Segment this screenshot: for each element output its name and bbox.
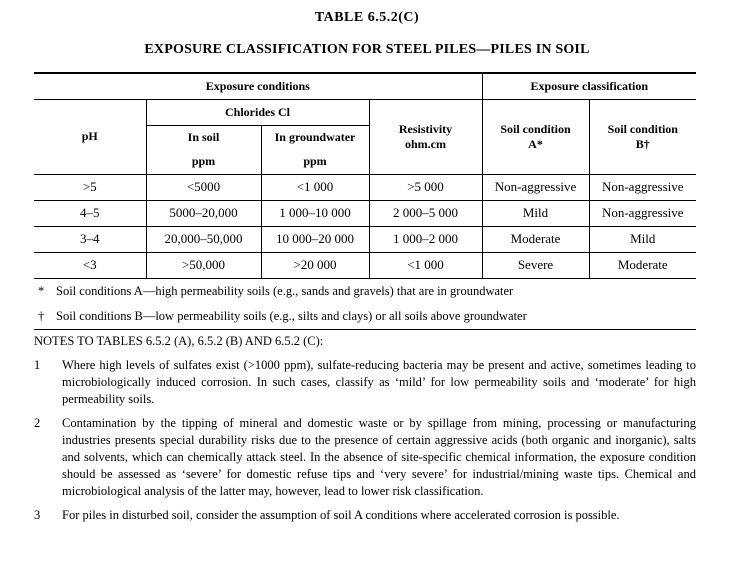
soil-b-label: Soil condition [607,121,678,136]
resistivity-cell: >5 000 [369,174,482,200]
in-soil-unit: ppm [146,149,261,174]
soil-b-cell: Non-aggressive [589,174,696,200]
notes-header: NOTES TO TABLES 6.5.2 (A), 6.5.2 (B) AND 6.5.2 (C): [34,334,324,348]
table-subtitle: EXPOSURE CLASSIFICATION FOR STEEL PILES—PILES IN SOIL [144,42,590,57]
ph-cell: 3–4 [34,226,146,252]
soil-condition-a-header [482,99,589,174]
table-row [34,252,696,278]
in-soil-cell: 20,000–50,000 [146,226,261,252]
soil-b-cell: Mild [589,226,696,252]
resistivity-cell: 1 000–2 000 [369,226,482,252]
in-soil-header: In soil [146,125,261,149]
footnote-text: Soil conditions A—high permeability soils (e.g., sands and gravels) that are in groundwater [56,283,514,298]
note-item [34,357,696,408]
in-groundwater-cell: >20 000 [261,252,369,278]
resistivity-cell: <1 000 [369,252,482,278]
note-item [34,415,696,500]
in-soil-cell: 5000–20,000 [146,200,261,226]
note-text: Contamination by the tipping of mineral and domestic waste or by spillage from mining, processing or manufacturing industries presents special durability risks due to the presence of certain aggressive acids (both organic and inorganic), salts and solvents, which can chemically attack steel. In the absence of site-specific chemical information, the exposure condition should be assessed as ‘severe’ for domestic refuse tips and ‘very severe’ for industrial/mining waste tips. Chemical and microbiological analysis of the latter may, however, lead to lower risk classification. [62,416,696,498]
soil-a-cell: Non-aggressive [482,174,589,200]
soil-condition-b-header [589,99,696,174]
exposure-table [34,72,696,330]
resistivity-cell: 2 000–5 000 [369,200,482,226]
in-groundwater-unit: ppm [261,149,369,174]
in-soil-cell: <5000 [146,174,261,200]
ph-header: pH [34,99,146,174]
note-number: 3 [34,508,41,522]
note-item [34,507,696,524]
table-row [34,226,696,252]
soil-a-label: Soil condition [500,121,571,136]
exposure-classification-header: Exposure classification [482,73,696,99]
note-number: 1 [34,358,41,372]
exposure-conditions-header: Exposure conditions [34,73,482,99]
soil-a-cell: Severe [482,252,589,278]
in-groundwater-header: In groundwater [261,125,369,149]
in-groundwater-cell: 1 000–10 000 [261,200,369,226]
note-number: 2 [34,416,41,430]
soil-a-mark: A* [528,136,543,151]
in-groundwater-cell: 10 000–20 000 [261,226,369,252]
note-text: Where high levels of sulfates exist (>1000 ppm), sulfate-reducing bacteria may be present and active, sometimes leading to microbiologically induced corrosion. In such cases, classify as ‘mild’ for low permeability soils and ‘moderate’ for high permeability soils. [62,358,696,406]
footnote-a [34,278,696,304]
footnote-symbol: * [38,283,45,298]
ph-cell: 4–5 [34,200,146,226]
note-text: For piles in disturbed soil, consider the assumption of soil A conditions where accelerated corrosion is possible. [62,508,620,522]
resistivity-unit: ohm.cm [405,136,446,151]
in-groundwater-cell: <1 000 [261,174,369,200]
resistivity-label: Resistivity [398,121,453,136]
footnote-b [34,304,696,330]
soil-a-cell: Moderate [482,226,589,252]
in-soil-cell: >50,000 [146,252,261,278]
resistivity-header [369,99,482,174]
footnote-text: Soil conditions B—low permeability soils (e.g., silts and clays) or all soils above groundwater [56,308,527,323]
ph-cell: >5 [34,174,146,200]
soil-a-cell: Mild [482,200,589,226]
table-title: TABLE 6.5.2(C) [314,10,420,25]
soil-b-cell: Non-aggressive [589,200,696,226]
soil-b-mark: B† [635,136,650,151]
ph-cell: <3 [34,252,146,278]
table-row [34,200,696,226]
chlorides-header: Chlorides Cl [146,99,369,125]
soil-b-cell: Moderate [589,252,696,278]
footnote-symbol: † [38,308,45,323]
notes-section [34,333,696,531]
table-row [34,174,696,200]
